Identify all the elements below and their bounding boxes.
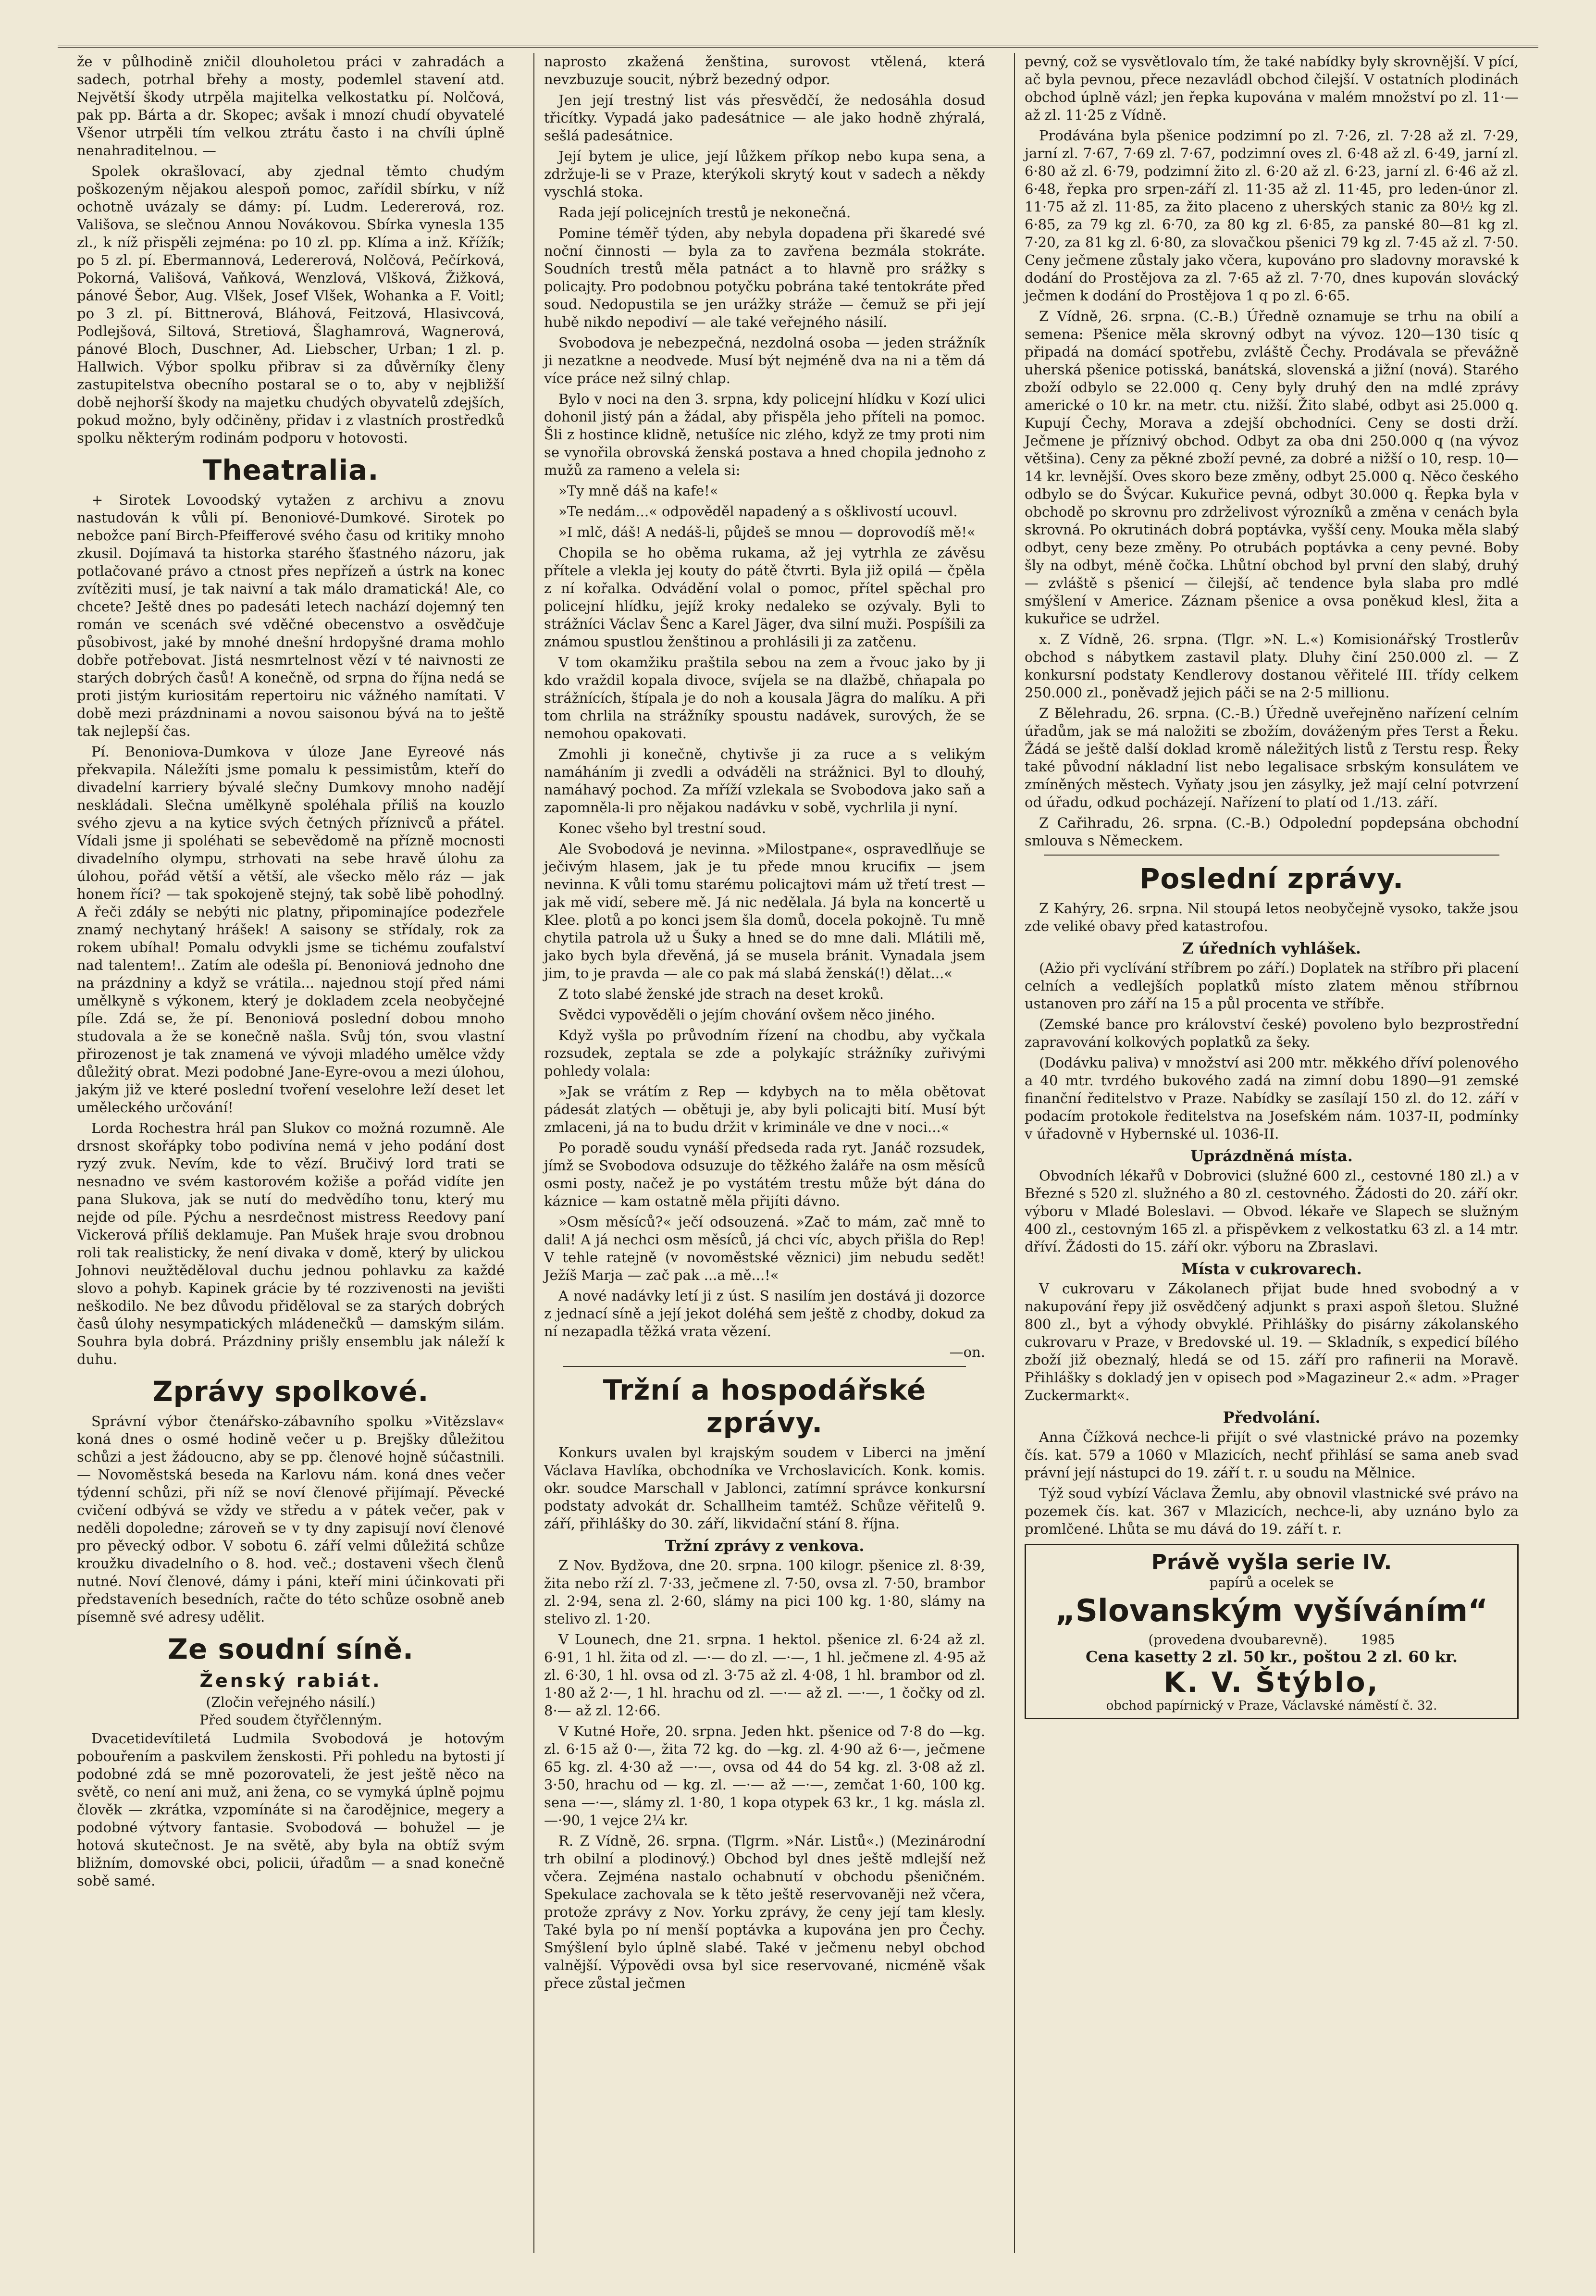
article-paragraph: Rada její policejních trestů je nekonečná.: [558, 204, 851, 221]
article-paragraph: Správní výbor čtenářsko-zábavního spolku »Vitězslav« koná dnes o osmé hodině večer u p. Brejšky důležitou schůzi a jest žádoucno, aby se pp. členové hojně súčastnili. — Novoměstská beseda na Karlovu nám. koná dnes večer týdenní schůzi, při níž se noví členové přijímají. Pěvecké cvičení odbývá se vždy ve středu a v pátek večer, pak v neděli dopoledne; zároveň se v ty dny zapisují noví členové pro pěvecký odbor. V sobotu 6. září velmi důležitá schůze kroužku divadelního o 8. hod. več.; dostaveni všech členů nutné. Noví členové, dámy i páni, kteří mini účinkovati při představeních besedních, račte do této schůze osobně aneb písemně své adresy udělit.: [77, 1413, 505, 1625]
ad-title: „Slovanským vyšíváním“: [1055, 1593, 1488, 1629]
article-subtitle: Před soudem čtyřčlenným.: [199, 1712, 382, 1728]
article-paragraph: Svobodova je nebezpečná, nezdolná osoba — jeden strážník ji nezatkne a neodvede. Musí být nejméně dva na ni a těm dá více práce než silný chlap.: [544, 335, 985, 386]
ad-text: [1034, 1632, 1509, 1648]
ad-text: papírů a ocelek se: [1209, 1575, 1334, 1590]
article-paragraph: x. Z Vídně, 26. srpna. (Tlgr. »N. L.«) Komisionářský Trostlerův obchod s nábytkem zastavil platy. Dluhy činí 250.000 zl. — Z konkursní podstaty Kendlerovy dostanou věřitelé III. třídy celkem 250.000 zl., poněvadž jejich páči se na 2·5 millionu.: [1025, 631, 1519, 701]
article-paragraph: Konec všeho byl trestní soud.: [558, 820, 767, 836]
article-paragraph: »Te nedám...« odpověděl napadený a s ošklivostí ucouvl.: [558, 503, 958, 520]
article-paragraph: V tom okamžiku praštila sebou na zem a řvouc jako by ji kdo vraždil kopala divoce, svíjela se na dlažbě, chňapala po strážnících, štípala je do noh a kousala Jägra do malíku. A při tom chrlila na strážníky spoustu nadávek, surových, že se nemohou opakovati.: [544, 654, 985, 742]
article-paragraph: pevný, což se vysvětlovalo tím, že také nabídky byly skrovnější. V pící, ač byla pevnou, přece nezavládl obchod čilejší. V ostatních plodinách obchod úplně vázl; jen řepka kupována v malém množství po zl. 11·— až zl. 11·25 z Vídně.: [1025, 53, 1519, 123]
subheading-urad: Z úředních vyhlášek.: [1182, 939, 1361, 957]
column-1: [67, 53, 514, 2253]
article-paragraph: Prodávána byla pšenice podzimní po zl. 7·26, zl. 7·28 až zl. 7·29, jarní zl. 7·67, 7·69 zl. 7·67, podzimní oves zl. 6·48 až zl. 6·49, jarní zl. 6·80 až zl. 6·79, podzimní žito zl. 6·20 až zl. 6·23, jarní zl. 6·46 až zl. 6·48, řepka pro srpen-září zl. 11·35 až zl. 11·45, pro leden-únor zl. 11·75 až zl. 11·85, za žito placeno z uherských stanic za 80½ kg zl. 6·85, za 79 kg zl. 6·70, za 80 kg zl. 6·85, za panské 80—81 kg zl. 7·20, za 81 kg zl. 6·80, za slovačkou pšenici 79 kg zl. 7·45 až zl. 7·50. Ceny ječmene zůstaly jako včera, kupováno pro sladovny moravské k dodání do Prostějova za zl. 7·65 až zl. 7·70, dnes kupován slovácký ječmen k dodání do Prostějova 1 q po zl. 6·65.: [1025, 127, 1519, 304]
article-paragraph: Z Kahýry, 26. srpna. Nil stoupá letos neobyčejně vysoko, takže jsou zde veliké obavy před katastrofou.: [1025, 900, 1519, 934]
market-report: Z Nov. Bydžova, dne 20. srpna. 100 kilogr. pšenice zl. 8·39, žita nebo rží zl. 7·33, ječmene zl. 7·50, ovsa zl. 7·50, brambor zl. 2·94, sena zl. 2·60, slámy na pici 100 kg. 1·80, slámy na stelivo zl. 1·20.: [544, 1557, 985, 1627]
ad-code: 1985: [1361, 1632, 1395, 1648]
section-heading-soudni: Ze soudní síně.: [167, 1633, 414, 1665]
ad-note: (provedena dvoubarevně).: [1148, 1632, 1328, 1648]
article-paragraph: že v půlhodině zničil dlouholetou práci v zahradách a sadech, potrhal břehy a mosty, podemlel stavení atd. Největší škody utrpěla majitelka velkostatku pí. Nolčová, pak pp. Bárta a dr. Skopec; avšak i mnozí chudí obyvatelé Všenor utrpěli tím velkou ztrátu často i na chvíli úplně nenahraditelnou. —: [77, 53, 505, 159]
ad-headline: Právě vyšla serie IV.: [1151, 1550, 1392, 1575]
article-paragraph: »Ty mně dáš na kafe!«: [558, 483, 718, 499]
article-paragraph: Z Vídně, 26. srpna. (C.-B.) Úředně oznamuje se trhu na obilí a semena: Pšenice měla skrovný odbyt na vývoz. 120—130 tisíc q připadá na domácí spotřebu, zvláště Čechy. Prodávala se převážně uherská pšenice potisská, banátská, slovenská a jižní (nová). Starého zboží odbylo se 22.000 q. Ceny byly druhý den na mdlé zprávy americké o 10 kr. na metr. ctu. nižší. Žito slabé, odbyt asi 25.000 q. Kupují Čechy, Morava a zdejší obchodníci. Ceny se dosti drží. Ječmene je příznivý obchod. Odbyt za oba dni 250.000 q (na vývoz většina). Ceny za pěkné zboží pevné, za dobré a nižší o 10, resp. 10—14 kr. levnější. Oves skoro beze změny, odbyt 25.000 q. Něco českého odbylo se do Švýcar. Kukuřice pevná, odbyt 30.000 q. Řepka byla v obchodě po skrovnu pro zdrželivost výrozníků a změna v cenách byla skrovná. Po okrutinách dobrá poptávka, vyšší ceny. Mouka měla slabý odbyt, ceny beze změny. Po otrubách poptávka a ceny pevné. Boby šly na odbyt, méně čočka. Lhůtní obchod byl první den slabý, druhý — zvláště s pšenicí — čilejší, ač tendence byla slaba pro mdlé smýšlení v Americe. Záznam pšenice a ovsa poněkud klesl, žita a kukuřice se udržel.: [1025, 308, 1519, 627]
article-paragraph: Dvacetidevítiletá Ludmila Svobodová je hotovým pobouřením a paskvilem ženskosti. Při pohledu na bytosti jí podobné zdá se mně pozorovateli, že jest ještě něco na světě, co není ani muž, ani žena, co se vymyká úplně pojmu člověk — zkrátka, vzpomínáte si na čarodějnice, megery a podobné výtvory fantasie. Svobodová — bohužel — je hotová skutečnost. Je na světě, aby byla na obtíž svým bližním, domovské obci, policii, úřadům — a snad konečně sobě samé.: [77, 1730, 505, 1889]
article-paragraph: Obvodních lékařů v Dobrovici (služné 600 zl., cestovné 180 zl.) a v Březné s 520 zl. služného a 80 zl. cestovného. Žádosti do 20. září okr. výboru v Mladé Boleslavi. — Obvod. lékaře ve Slapech se služným 400 zl., cestovným 165 zl. a přispěvkem z velkostatku 63 zl. a 14 mtr. dříví. Žádosti do 15. září okr. výboru na Zbraslavi.: [1025, 1167, 1519, 1255]
ad-price: Cena kasetty 2 zl. 50 kr., poštou 2 zl. 60 kr.: [1086, 1648, 1458, 1666]
article-paragraph: »Jak se vrátím z Rep — kdybych na to měla obětovat pádesát zlatých — obětuji je, aby byli policajti bití. Musí být zmlaceni, já na to budu držit v kriminále ve dne v noci...«: [544, 1083, 985, 1135]
article-paragraph: Pomine téměř týden, aby nebyla dopadena při škaredé své noční činnosti — byla za to zavřena bezmála stokráte. Soudních trestů měla patnáct a to hlavně pro srážky s policajty. Pro podobnou potyčku pobrána také tentokráte před soud. Nedopustila se jen urážky stráže — čemuž se při její hubě nikdo nepodiví — ale také veřejného násilí.: [544, 225, 985, 330]
column-3: [1014, 53, 1528, 2253]
market-report: V Kutné Hoře, 20. srpna. Jeden hkt. pšenice od 7·8 do —kg. zl. 6·15 až 0·—, žita 72 kg. do —kg. zl. 4·90 až 6·—, ječmene 65 kg. zl. 4·30 až —·—, ovsa od 44 do 54 kg. zl. 3·08 až zl. 3·50, hrachu od — kg. zl. —·— až —·—, zemčat 1·60, 100 kg. sena —·—, slámy zl. 1·80, 1 kopa otypek 63 kr., 1 kg. másla zl. —·90, 1 vejce 2¼ kr.: [544, 1723, 985, 1828]
article-paragraph: (Zemské bance pro království české) povoleno bylo bezprostřední zapravování kolkových poplatků za šeky.: [1025, 1016, 1519, 1050]
article-subtitle: (Zločin veřejného násilí.): [206, 1694, 376, 1710]
article-paragraph: + Sirotek Lovoodský vytažen z archivu a znovu nastudován k vůli pí. Benoniové-Dumkové. Sirotek po nebožce paní Birch-Pfeifferové svého času od kritiky mnoho zkusil. Dojímavá ta historka starého šťastného názoru, jak potlačované právo a ctnost přes nepřízeň a ústrk na konec zvítěziti musí, je tak naivní a tak málo dramatická! Ale, co chcete? Ještě dnes po padesáti letech nachází dojemný ten román ve scenách své vděčné obecenstvo a osvědčuje působivost, jaké by mnohé dnešní hrdopyšné drama mohlo dobře potřebovat. Jistá nesmrtelnost vězí v té naivnosti ze starých dobrých časů! A konečně, od srpna do října nedá se proti jistým kuriositám repertoiru nic vážného namítati. V době mezi prázdninami a novou saisonou bývá na to ještě tak nejlepší čas.: [77, 492, 505, 739]
subheading-uprazdnena: Uprázdněná místa.: [1190, 1147, 1353, 1165]
article-paragraph: Když vyšla po průvodním řízení na chodbu, aby vyčkala rozsudek, zeptala se zde a polykajíc strážníky zuřivými pohledy volala:: [544, 1027, 985, 1079]
article-paragraph: Týž soud vybízí Václava Žemlu, aby obnovil vlastnické své právo na pozemek čís. kat. 367 v Mlazicích, nechce-li, aby uznáno bylo za promlčené. Lhůta se mu dává do 19. září t. r.: [1025, 1485, 1519, 1537]
section-heading-theatralia: Theatralia.: [202, 454, 379, 486]
article-paragraph: Lorda Rochestra hrál pan Slukov co možná rozumně. Ale drsnost skořápky tobo podivína nemá v jeho podání dost ryzý zvuk. Nevím, kde to vězí. Bručivý lord trati se nesnadno ve svém kastorovém kožiše a pořád vidíte jen pana Slukova, jak se nutí do medvědího tonu, který mu nejde od píle. Pýchu a nesrdečnost mistress Reedovy paní Vickerová příliš deklamuje. Pan Mušek hraje svou drobnou roli tak realisticky, že není divaka v domě, který by ulickou Johnovi neužtěděloval duchu jednou pohlavku za každé slovo a pohyb. Kapinek grácie by té rozzivenosti na jevišti neškodilo. Ne bez důvodu přiděloval se za starých dobrých časů úlohy nesympatických mládenečků — damským silám. Souhra byla dobrá. Prázdniny prišly ensemblu jak náleží k duhu.: [77, 1120, 505, 1367]
article-paragraph: Z Cařihradu, 26. srpna. (C.-B.) Odpolední popdepsána obchodní smlouva s Německem.: [1025, 815, 1519, 849]
article-paragraph: Její bytem je ulice, její lůžkem příkop nebo kupa sena, a zdržuje-li se v Praze, kterýkoli skrytý kout v sadech a někdy vyschlá stoka.: [544, 148, 985, 200]
article-signature: —on.: [949, 1344, 985, 1360]
article-paragraph: Svědci vypověděli o jejím chování ovšem něco jiného.: [558, 1006, 935, 1023]
article-paragraph: Zmohli ji konečně, chytivše ji za ruce a s velikým namáháním ji zvedli a odváděli na strážnici. Byl to dlouhý, namáhavý pochod. Za mříží vzlekala se Svobodova jako saň a zapomněla-li pro nějakou nadávku v sobě, vychrlila ji nyní.: [544, 746, 985, 816]
article-paragraph: Bylo v noci na den 3. srpna, kdy policejní hlídku v Kozí ulici dohonil jistý pán a žádal, aby přispěla jeho příteli na pomoc. Šli z hostince klidně, netušíce nic zlého, když ze tmy proti nim se vynořila obrovská ženská postava a hned chopila jednoho z mužů za rameno a velela si:: [544, 391, 985, 478]
column-2: [533, 53, 995, 2253]
article-paragraph: (Ažio při vyclívání stříbrem po září.) Doplatek na stříbro při placení celních a vedlejších poplatků místo zlatem měnou stříbrnou ustanoven pro září na 15 a půl procenta ve stříbře.: [1025, 960, 1519, 1012]
subheading-venkov: Tržní zprávy z venkova.: [665, 1537, 865, 1555]
article-paragraph: Anna Čížková nechce-li přijít o své vlastnické právo na pozemky čís. kat. 579 a 1060 v Mlazicích, nechť přihlásí se sama aneb svad právní její nástupci do 19. září t. r. u soudu na Mělnice.: [1025, 1429, 1519, 1481]
article-paragraph: A nové nadávky letí ji z úst. S nasilím jen dostává ji dozorce z jednací síně a její jekot doléhá sem ještě z chodby, dokud za ní nezapadla těžká vrata vězení.: [544, 1288, 985, 1340]
article-paragraph: »I mlč, dáš! A nedáš-li, půjdeš se mnou — doprovodíš mě!«: [558, 524, 976, 540]
ad-address: obchod papírnický v Praze, Václavské náměstí č. 32.: [1106, 1699, 1437, 1713]
article-paragraph: Spolek okrašlovací, aby zjednal těmto chudým poškozeným nějakou alespoň pomoc, zařídil sbírku, v níž ochotně uvázaly se dámy: pí. Ludm. Ledererová, roz. Vališova, se slečnou Annou Novákovou. Sbírka vynesla 135 zl., k níž přispěli zejména: po 10 zl. pp. Klíma a inž. Křížík; po 5 zl. pí. Ebermannová, Ledererová, Nolčová, Pečírková, Pokorná, Vališová, Vaňková, Wenzlová, Vlšková, Žižková, pánové Šebor, Aug. Vlšek, Josef Vlšek, Wohanka a F. Voitl; po 3 zl. pí. Bittnerová, Bláhová, Feitzová, Hlasivcová, Podlejšová, Siltová, Stretiová, Šlaghamrová, Wagnerová, pánové Bloch, Duschner, Ad. Liebscher, Urban; 1 zl. p. Hallwich. Výbor spolku přibrav si za důvěrníky členy zastupitelstva obecního postaral se o to, aby v nejbližší době nejhorší škody na majetku chudých obyvatelů zdejších, pokud možno, byly odčiněny, přidav i z vlastních prostředků spolku některým rodinám podporu v hotovosti.: [77, 163, 505, 446]
article-paragraph: Pí. Benoniova-Dumkova v úloze Jane Eyreové nás překvapila. Náležíti jsme pomalu k pessimistům, kteří do divadelní karriery bývalé slečny Dumkovy mnoho nadějí neskládali. Slečna umělkyně spoléhala příliš na kouzlo svého zjevu a na kytice svých četných příznivců a přátel. Vídali jsme ji spoléhati se sebevědomě na přízně mocnosti divadelního olympu, strhovati na sebe hravě úlohu za úlohou, pořád větší a větší, ale všecko mělo ráz — jak honem říci? — tak spokojeně stejný, tak sobě libě pohodlný. A řeči zdály se nebýti nic platny, připominajíce podezřele znamý nechytaný hrášek! A saisony se střídaly, rok za rokem ubíhal! Pomalu odvykli jsme se tichému zoufalství nad talentem!.. Zatím ale odešla pí. Benoniová jednoho dne na prázdniny a když se vrátila... najednou stojí před námi umělkyně s výkonem, který je dokladem zcela neobyčejné píle. Zdá se, že pí. Benoniová poslední dobou mnoho studovala a že se konečně našla. Svůj tón, svou vlastní přirozenost je tak znamená ve vývoji mladého umělce vždy důležitý obrat. Mezi podobné Jane-Eyre-ovou a mezi úlohou, jakým již ve které poslední tvoření veselohre leží deset let uměleckého určování!: [77, 744, 505, 1116]
article-paragraph: Po poradě soudu vynáší předseda rada ryt. Janáč rozsudek, jímž se Svobodova odsuzuje do těžkého žaláře na osm měsíců osmi posty, načež je po vystátém trestu může být dána do káznice — kam ostatně měla přijíti dávno.: [544, 1140, 985, 1209]
article-paragraph: naprosto zkažená ženština, surovost vtělená, která nevzbuzuje soucit, nýbrž bezedný odpor.: [544, 53, 985, 87]
market-report: V Lounech, dne 21. srpna. 1 hektol. pšenice zl. 6·24 až zl. 6·91, 1 hl. žita od zl. —·— do zl. —·—, 1 hl. ječmene zl. 4·95 až zl. 6·30, 1 hl. ovsa od zl. 3·75 až zl. 4·08, 1 hl. brambor od zl. 1·80 až 2·—, 1 hl. hrachu od zl. —·— až zl. —·—, 1 čočky od zl. 8·— až zl. 12·66.: [544, 1631, 985, 1719]
subheading-cukrovar: Místa v cukrovarech.: [1181, 1260, 1362, 1278]
article-paragraph: Z Bělehradu, 26. srpna. (C.-B.) Úředně uveřejněno nařízení celním úřadům, jak se má naložiti se zbožím, dováženým přes Terst a Řeku. Žádá se ještě další doklad kromě náležitých listů z Terstu resp. Řeky také původní nákladní list nebo legalisace srbským konsulátem ve zmíněných městech. Vyňaty jsou jen zásylky, jež mají celní potvrzení od úřadu, odkud pocházejí. Nařízení to platí od 1./13. září.: [1025, 705, 1519, 810]
article-paragraph: Chopila se ho oběma rukama, až jej vytrhla ze závěsu přítele a vlekla jej kouty do pátě čtvrti. Byla již opilá — čpěla z ní kořalka. Odvádění volal o pomoc, přítel spěchal pro policejní hlídku, jejíž kroky nedaleko se ozývaly. Byli to strážníci Václav Šenc a Karel Jäger, dva silní muži. Pospíšili za známou spustlou ženštinou a prohlásili ji za zatčenu.: [544, 545, 985, 650]
section-heading-trzni: Tržní a hospodářské zprávy.: [603, 1374, 927, 1439]
article-paragraph: Jen její trestný list vás přesvědčí, že nedosáhla dosud třicítky. Vypadá jako padesátnice — ale jako hodně zhýralá, sešlá padesátnice.: [544, 92, 985, 144]
subheading-predvolani: Předvolání.: [1223, 1408, 1321, 1427]
article-paragraph: (Dodávku paliva) v množství asi 200 mtr. měkkého dříví polenového a 40 mtr. tvrdého bukového zadá na zimní dobu 1890—91 zemské finanční ředitelstvo v Praze. Nabídky se zasílají 150 zl. do 12. září v podacím protokole ředitelstva na Josefském nám. 1037-II, podmínky v úřadovně v Hybernské ul. 1036-II.: [1025, 1055, 1519, 1142]
divider: [1044, 855, 1499, 856]
section-heading-spolkove: Zprávy spolkové.: [152, 1375, 429, 1408]
article-paragraph: Konkurs uvalen byl krajským soudem v Liberci na jmění Václava Havlíka, obchodníka ve Vrchoslavicích. Konk. komis. okr. soudce Marschall v Jablonci, zatímní správce konkursní podstaty advokát dr. Schallheim tamtéž. Schůze věřitelů 9. září, přihlášky do 30. září, likvidační stání 8. října.: [544, 1444, 985, 1532]
section-heading-posledni: Poslední zprávy.: [1139, 862, 1404, 895]
ad-company-name: K. V. Štýblo,: [1163, 1666, 1380, 1699]
article-paragraph: Z toto slabé ženské jde strach na deset kroků.: [558, 986, 884, 1002]
article-paragraph: »Osm měsíců?« ječí odsouzená. »Zač to mám, zač mně to dali! A já nechci osm měsíců, já chci víc, abych přišla do Rep! V tehle ratejně (v novoměstské věznici) jim nebudu sedět! Ježíš Marja — zač pak ...a mě...!«: [544, 1214, 985, 1283]
advertisement-box: [1025, 1544, 1519, 1719]
market-report: R. Z Vídně, 26. srpna. (Tlgrm. »Nár. Listů«.) (Mezinárodní trh obilní a plodinový.) Obchod byl dnes ještě mdlejší než včera. Zejména nastalo ochabnutí v obchodu pšeničném. Spekulace zachovala se k těto ještě reservovaněji než včera, protože zprávy z Nov. Yorku zprávy, že ceny její tam klesly. Také byla po ní menší poptávka a kupována jen pro Čechy. Smýšlení bylo úplně slabé. Také v ječmenu nebyl obchod valnější. Výpovědi ovsa byl sice reservované, nicméně však přece zůstal ječmen: [544, 1833, 985, 1991]
divider: [563, 1366, 966, 1367]
article-paragraph: Ale Svobodová je nevinna. »Milostpane«, ospravedlňuje se ječivým hlasem, jak je tu přede mnou krucifix — jsem nevinna. K vůli tomu starému policajtovi mám už třetí trest — jak mě vidí, sebere mě. Já nic nedělala. Já byla na koncertě u Klee. plotů a po konci jsem šla domů, docela pokojně. Tu mně chytila patrola už u Šuky a hned se do mne dali. Mlátili mě, jako bych byla dřevěná, já se musela bránit. Vynadala jsem jim, to je pravda — ale co pak má slabá ženská(!) dělat...«: [544, 841, 985, 981]
article-title-rabiat: Ženský rabiát.: [199, 1670, 382, 1691]
top-rule: [58, 46, 1538, 48]
article-paragraph: V cukrovaru v Zákolanech přijat bude hned svobodný a v nakupování řepy již osvědčený adjunkt s praxi aspoň šletou. Služné 800 zl., byt a výhody obvyklé. Přihlášky do pisárny zákolanského cukrovaru v Praze, v Bredovské ul. 19. — Skladník, s expedicí bílého zboží již obeznalý, hledá se od 15. září pro rafinerii na Moravě. Přihlášky s dokladý jen v opisech pod »Magazineur 2.« adm. »Prager Zuckermarkt«.: [1025, 1280, 1519, 1403]
